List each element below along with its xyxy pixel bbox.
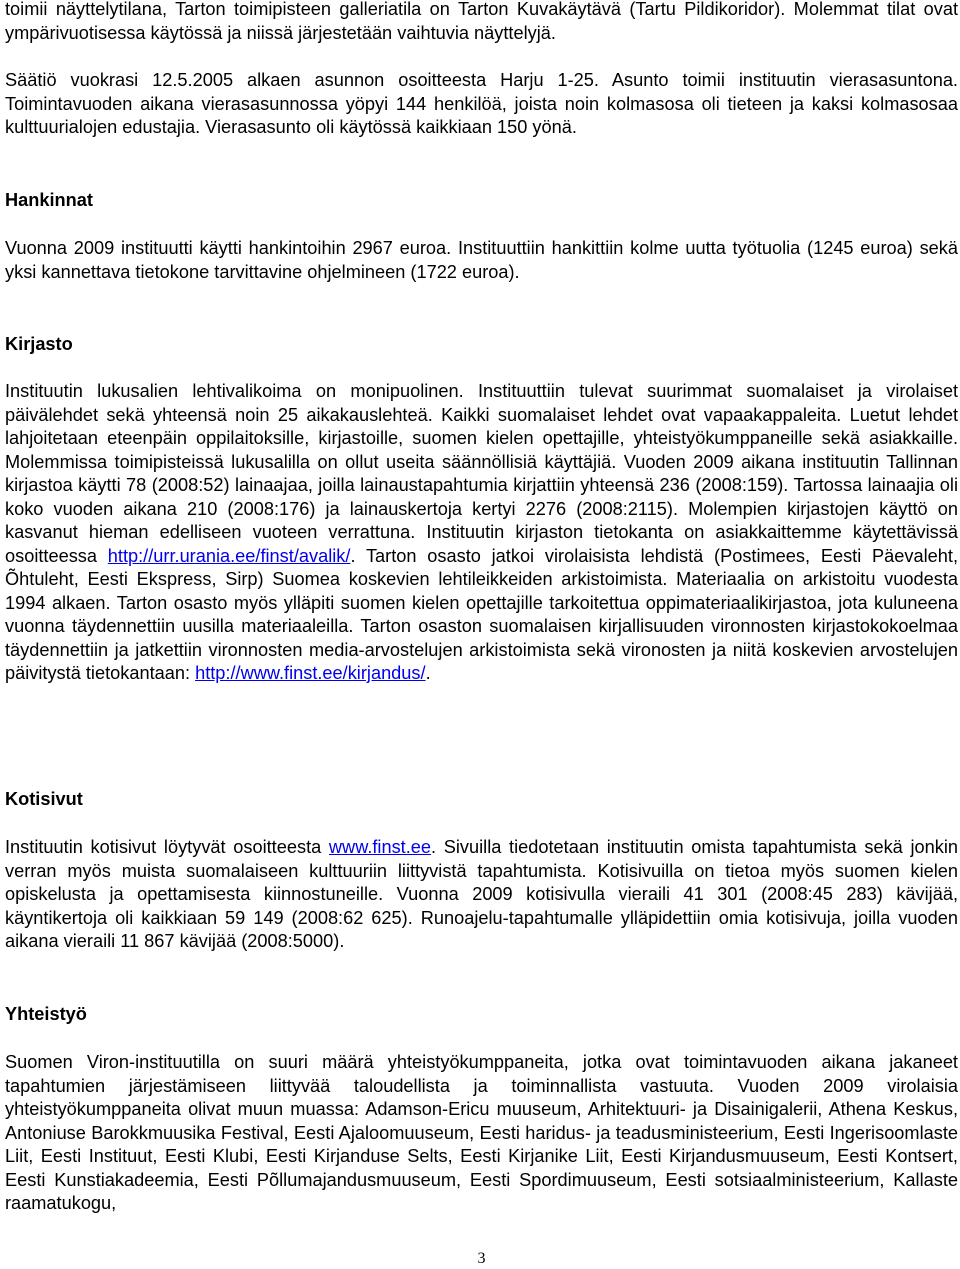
page-number: 3 [477, 1250, 486, 1267]
kotisivut-text-2: . Sivuilla tiedotetaan instituutin omista tapahtumista sekä jonkin verran myös muista suomalaiseen kulttuuriin liittyvistä tapahtumista. Kotisivuilla on tietoa myös suomen kielen opiskelusta ja opettamisesta kiinnostuneille. Vuonna 2009 kotisivulla vieraili 41 301 (2008:45 283) kävijää, käyntikertoja oli kaikkiaan 59 149 (2008:62 625). Runoajelu-tapahtumalle ylläpidettiin omia kotisivuja, joilla vuoden aikana vieraili 11 867 kävijää (2008:5000). [5, 837, 958, 951]
kirjasto-text-2: . Tarton osasto jatkoi virolaisista lehdistä (Postimees, Eesti Päevaleht, Õhtuleht, Eesti Ekspress, Sirp) Suomea koskevien lehtileikkeiden arkistoimista. Materiaalia on arkistoitu vuodesta 1994 alkaen. Tarton osasto myös ylläpiti suomen kielen opettajille tarkoitettua oppimateriaalikirjastoa, jota kuluneena vuonna täydennettiin uusilla materiaaleilla. Tarton osaston suomalaisen kirjallisuuden vironnosten kirjastokokoelmaa täydennettiin ja jatkettiin vironnosten media-arvostelujen arkistoimista sekä vironosten ja niitä koskevien arvostelujen päivitystä tietokantaan: [5, 545, 958, 683]
kotisivut-text-1: Instituutin kotisivut löytyvät osoitteesta [5, 837, 329, 857]
homepage-link[interactable]: www.finst.ee [328, 837, 432, 857]
paragraph-hankinnat: Vuonna 2009 instituutti käytti hankintoihin 2967 euroa. Instituuttiin hankittiin kolme uutta työtuolia (1245 euroa) sekä yksi kannettava tietokone tarvittavine ohjelmineen (1722 euroa). [5, 238, 958, 282]
paragraph-guest-apartment: Säätiö vuokrasi 12.5.2005 alkaen asunnon osoitteesta Harju 1-25. Asunto toimii instituutin vierasasuntona. Toimintavuoden aikana vierasasunnossa yöpyi 144 henkilöä, joista noin kolmasosa oli tieteen ja kaksi kolmasosaa kulttuurialojen edustajia. Vierasasunto oli käytössä kaikkiaan 150 yönä. [5, 70, 958, 137]
kirjasto-text-3: . [425, 663, 431, 683]
heading-yhteistyo: Yhteistyö [5, 1004, 87, 1024]
heading-kirjasto: Kirjasto [5, 334, 73, 354]
document-page [5, 0, 958, 1269]
paragraph-kirjasto [5, 380, 958, 686]
heading-hankinnat: Hankinnat [5, 190, 93, 210]
literature-database-link[interactable]: http://www.finst.ee/kirjandus/ [195, 663, 426, 683]
paragraph-exhibition-spaces: toimii näyttelytilana, Tarton toimipisteen galleriatila on Tarton Kuvakäytävä (Tartu Pildikoridor). Molemmat tilat ovat ympärivuotisessa käytössä ja niissä järjestetään vaihtuvia näyttelyjä. [5, 0, 958, 43]
kirjasto-text-1: Instituutin lukusalien lehtivalikoima on monipuolinen. Instituuttiin tulevat suurimmat suomalaiset ja virolaiset päivälehdet sekä yhteensä noin 25 aikakauslehteä. Kaikki suomalaiset lehdet ovat vapaakappaleita. Luetut lehdet lahjoitetaan eteenpäin oppilaitoksille, kirjastoille, suomen kielen opettajille, yhteistyökumppaneille sekä asiakkaille. Molemmissa toimipisteissä lukusalilla on ollut useita säännöllisiä käyttäjiä. Vuoden 2009 aikana instituutin Tallinnan kirjastoa käytti 78 (2008:52) lainaajaa, joilla lainaustapahtumia kirjattiin yhteensä 236 (2008:159). Tartossa lainaajia oli koko vuoden aikana 210 (2008:176) ja lainauskertoja kertyi 2276 (2008:2115). Molempien kirjastojen käyttö on kasvanut hieman edelliseen vuoteen verrattuna. Instituutin kirjaston tietokanta on asiakkaittemme käytettävissä osoitteessa [5, 381, 958, 566]
library-database-link[interactable]: http://urr.urania.ee/finst/avalik/ [107, 545, 351, 566]
heading-kotisivut: Kotisivut [5, 789, 83, 809]
paragraph-kotisivut [5, 836, 958, 954]
paragraph-yhteistyo: Suomen Viron-instituutilla on suuri määrä yhteistyökumppaneita, jotka ovat toimintavuoden aikana jakaneet tapahtumien järjestämiseen liittyvää taloudellista ja toiminnallista vastuuta. Vuoden 2009 virolaisia yhteistyökumppaneita olivat muun muassa: Adamson-Ericu muuseum, Arhitektuuri- ja Disainigalerii, Athena Keskus, Antoniuse Barokkmuusika Festival, Eesti Ajaloomuuseum, Eesti haridus- ja teadusministeerium, Eesti Ingerisoomlaste Liit, Eesti Instituut, Eesti Klubi, Eesti Kirjanduse Selts, Eesti Kirjanike Liit, Eesti Kirjandusmuuseum, Eesti Kontsert, Eesti Kunstiakadeemia, Eesti Põllumajandusmuuseum, Eesti Spordimuuseum, Eesti sotsiaalministeerium, Kallaste raamatukogu, [5, 1052, 958, 1213]
